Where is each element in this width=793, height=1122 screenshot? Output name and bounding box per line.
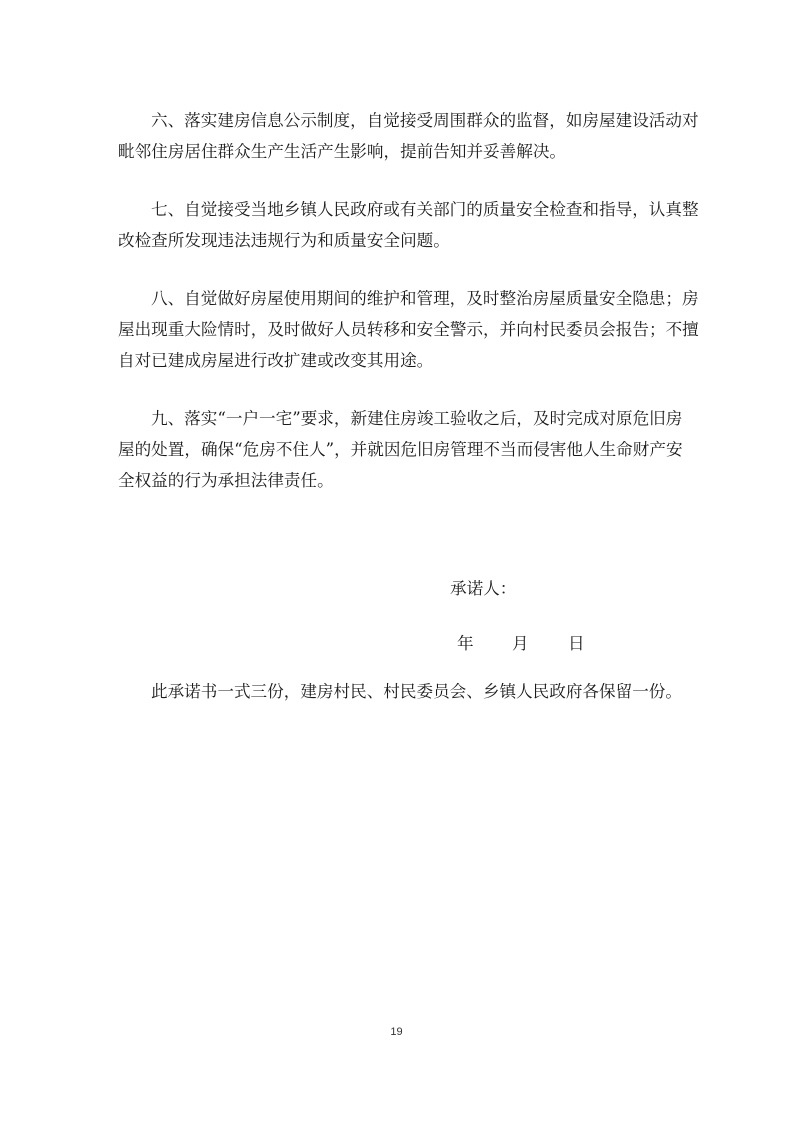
day-label: 日 <box>568 634 585 653</box>
clause-6 <box>118 105 699 167</box>
clause-7 <box>118 194 699 256</box>
month-label: 月 <box>512 634 529 653</box>
clause-7-line-1: 七、自觉接受当地乡镇人民政府或有关部门的质量安全检查和指导，认真整 <box>151 200 699 219</box>
clause-9-line-3: 全权益的行为承担法律责任。 <box>118 471 334 490</box>
clause-9-line-1: 九、落实“一户一宅”要求，新建住房竣工验收之后，及时完成对原危旧房 <box>151 409 683 428</box>
clause-9 <box>118 403 683 496</box>
page-number: 19 <box>390 1026 403 1038</box>
clause-6-line-1: 六、落实建房信息公示制度，自觉接受周围群众的监督，如房屋建设活动对 <box>151 111 699 130</box>
clause-9-line-2: 屋的处置，确保“危房不住人”，并就因危旧房管理不当而侵害他人生命财产安 <box>118 440 683 459</box>
copies-note: 此承诺书一式三份，建房村民、村民委员会、乡镇人民政府各保留一份。 <box>151 682 682 701</box>
clause-8 <box>118 283 699 376</box>
year-label: 年 <box>457 634 474 653</box>
clause-6-line-2: 毗邻住房居住群众生产生活产生影响，提前告知并妥善解决。 <box>118 142 567 161</box>
clause-8-line-2: 屋出现重大险情时，及时做好人员转移和安全警示，并向村民委员会报告；不擅 <box>118 320 699 339</box>
clause-8-line-3: 自对已建成房屋进行改扩建或改变其用途。 <box>118 351 434 370</box>
clause-7-line-2: 改检查所发现违法违规行为和质量安全问题。 <box>118 231 450 250</box>
promisor-label: 承诺人： <box>450 579 517 598</box>
clause-8-line-1: 八、自觉做好房屋使用期间的维护和管理，及时整治房屋质量安全隐患；房 <box>151 289 699 308</box>
